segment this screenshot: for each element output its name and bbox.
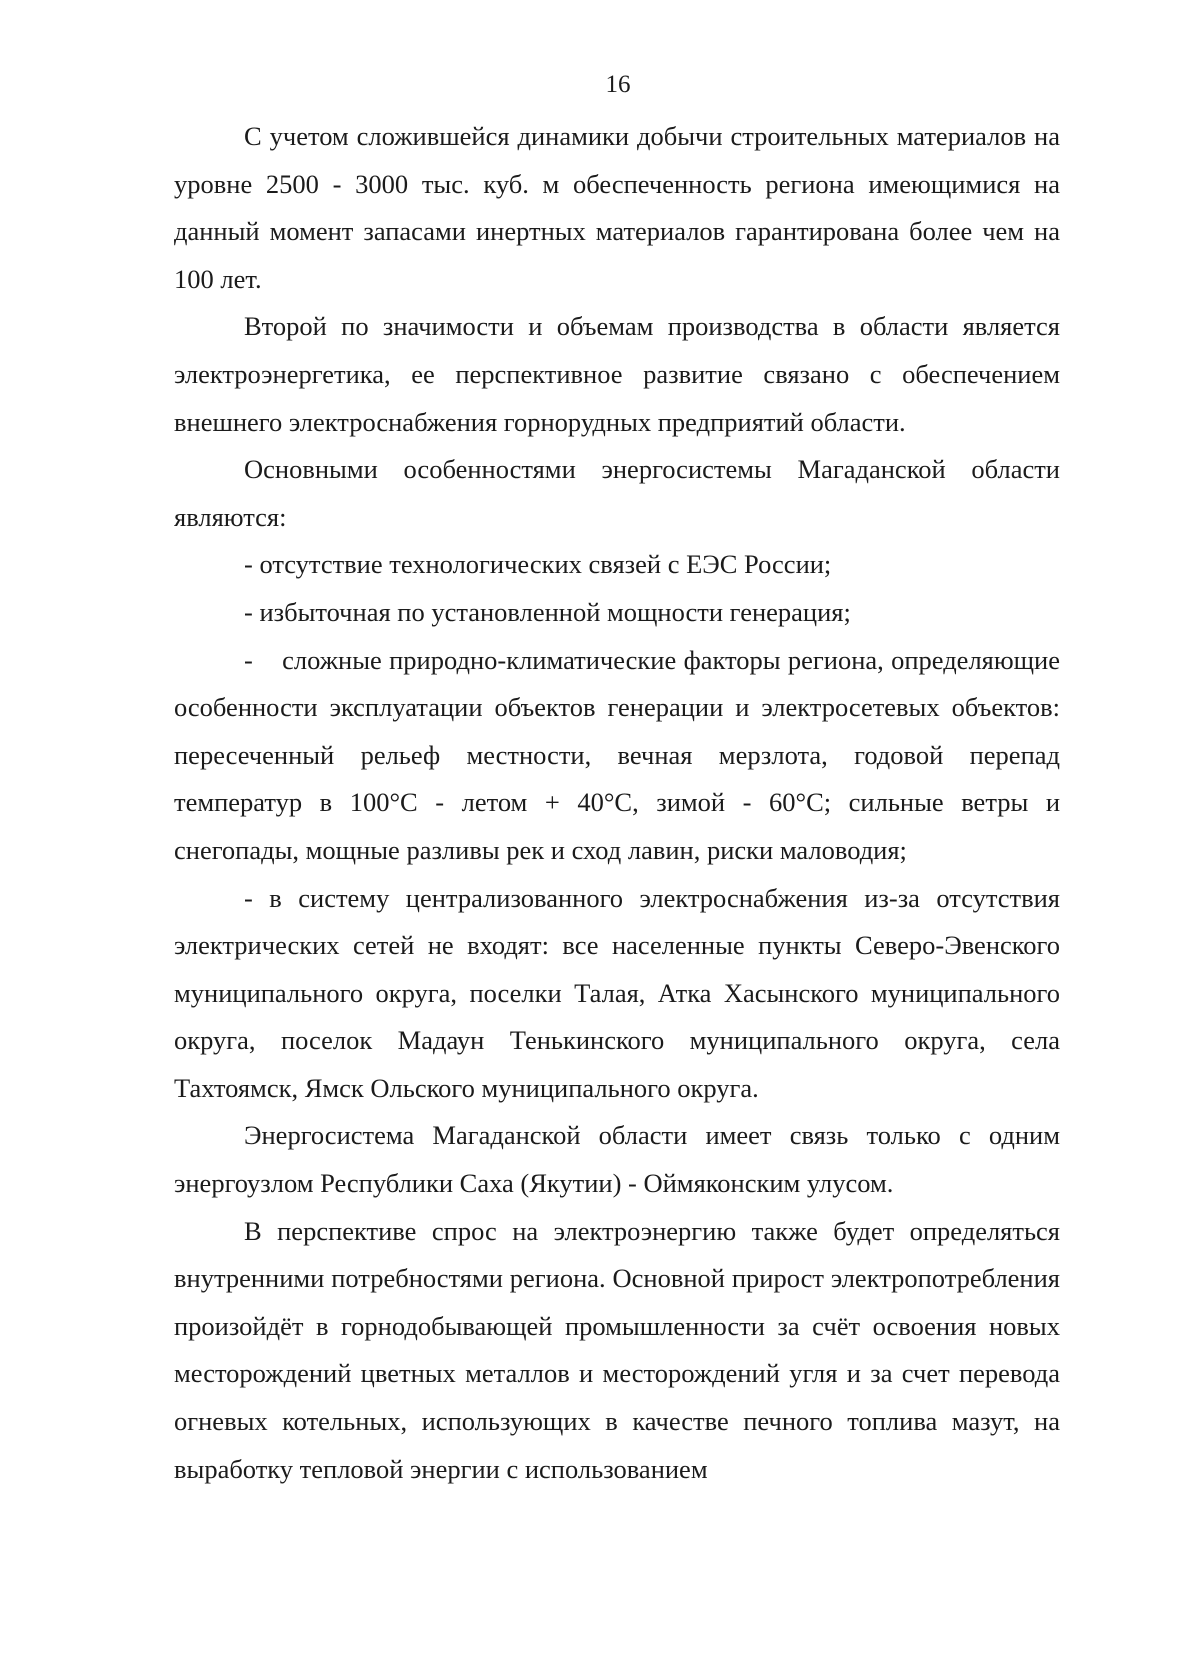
list-item-excess-generation: - избыточная по установленной мощности генерация; — [244, 596, 851, 627]
paragraph-building-materials: С учетом сложившейся динамики добычи строительных материалов на уровне 2500 - 3000 тыс. куб. м обеспеченность региона имеющимися на данный момент запасами инертных материалов гарантирована более чем на 100 лет. — [174, 121, 1060, 294]
list-item-not-connected-settlements: - в систему централизованного электроснабжения из-за отсутствия электрических сетей не входят: все населенные пункты Северо-Эвенского муниципального округа, поселки Талая, Атка Хасынского муниципального округа, поселок Мадаун Тенькинского муниципального округа, села Тахтоямск, Ямск Ольского муниципального округа. — [174, 882, 1060, 1103]
page-number: 16 — [605, 71, 631, 98]
document-body — [174, 113, 1060, 1493]
paragraph-electric-power: Второй по значимости и объемам производства в области является электроэнергетика, ее перспективное развитие связано с обеспечением внешнего электроснабжения горнорудных предприятий области. — [174, 311, 1060, 437]
list-item-climate-factors: - сложные природно-климатические факторы региона, определяющие особенности эксплуатации объектов генерации и электросетевых объектов: пересеченный рельеф местности, вечная мерзлота, годовой перепад температур в 100°С - летом + 40°С, зимой - 60°С; сильные ветры и снегопады, мощные разливы рек и сход лавин, риски маловодия; — [174, 644, 1060, 865]
paragraph-energy-system-features: Основными особенностями энергосистемы Магаданской области являются: — [174, 454, 1060, 532]
list-item-no-ues-links: - отсутствие технологических связей с ЕЭС России; — [244, 549, 832, 580]
paragraph-demand-outlook: В перспективе спрос на электроэнергию также будет определяться внутренними потребностями региона. Основной прирост электропотребления произойдёт в горнодобывающей промышленности за счёт освоения новых месторождений цветных металлов и месторождений угля и за счет перевода огневых котельных, использующих в качестве печного топлива мазут, на выработку тепловой энергии с использованием — [174, 1215, 1060, 1484]
paragraph-yakutia-link: Энергосистема Магаданской области имеет связь только с одним энергоузлом Республики Саха (Якутии) - Оймяконским улусом. — [174, 1120, 1060, 1199]
